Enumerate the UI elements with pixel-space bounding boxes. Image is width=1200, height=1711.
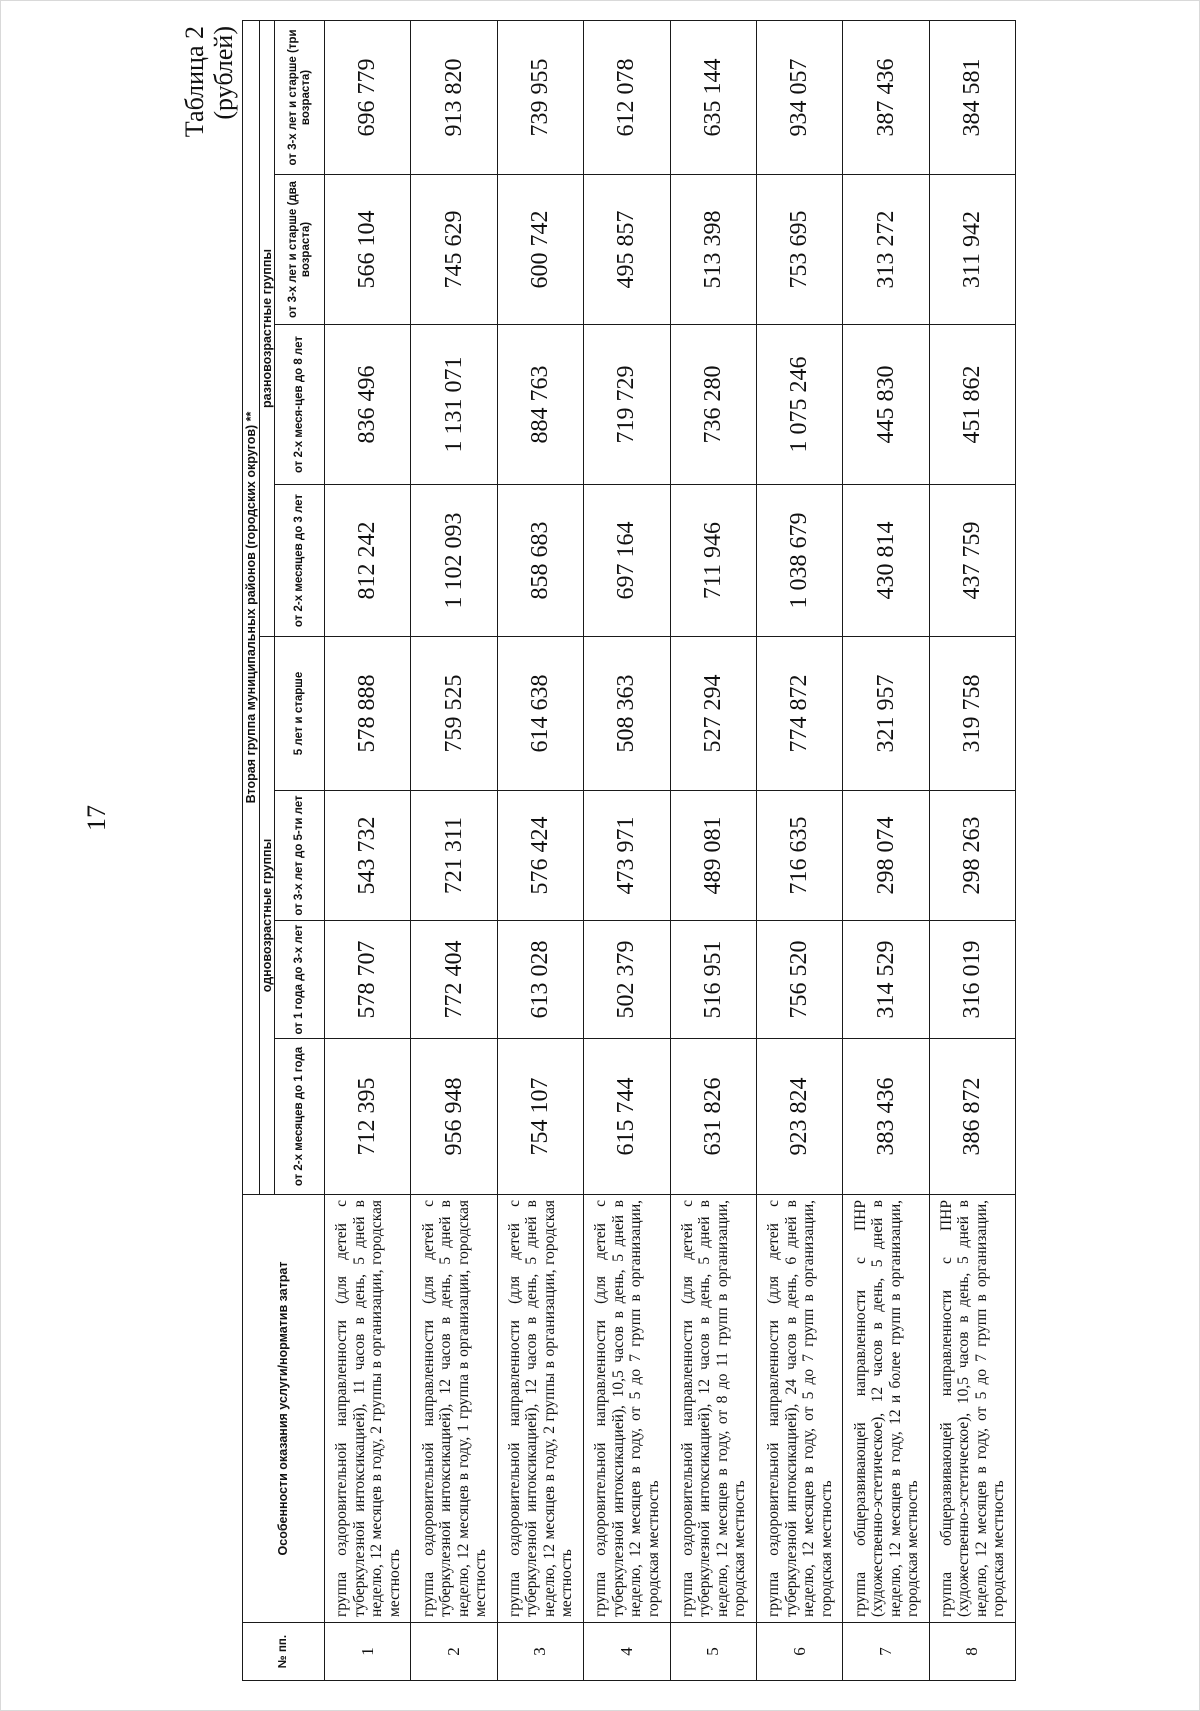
table-row bbox=[670, 20, 756, 1680]
cost-value-cell: 716 635 bbox=[756, 791, 842, 921]
cost-value-cell: 566 104 bbox=[325, 175, 411, 325]
row-number: 3 bbox=[497, 1623, 583, 1681]
cost-value-cell: 445 830 bbox=[843, 325, 929, 485]
cost-value-cell: 298 263 bbox=[929, 791, 1015, 921]
row-description: группа общеразвивающей направленности с ПНР (художественно-эстетическое), 10,5 часов в день, 5 дней в неделю, 12 месяцев в году, от 5 до 7 групп в организации, городская местность bbox=[929, 1195, 1015, 1623]
row-description: группа оздоровительной направленности (для детей с туберкулезной интоксикацией), 12 часов в день, 5 дней в неделю, 12 месяцев в году, от 8 до 11 групп в организации, городская местность bbox=[670, 1195, 756, 1623]
page-number: 17 bbox=[82, 805, 111, 831]
cost-value-cell: 1 075 246 bbox=[756, 325, 842, 485]
table-row bbox=[929, 20, 1015, 1680]
cost-value-cell: 387 436 bbox=[843, 20, 929, 174]
row-description: группа оздоровительной направленности (для детей с туберкулезной интоксикацией), 12 часов в день, 5 дней в неделю, 12 месяцев в году, 1 группа в организации, городская местность bbox=[411, 1195, 497, 1623]
header-col-1: от 2-х месяцев до 1 года bbox=[275, 1039, 325, 1195]
cost-value-cell: 923 824 bbox=[756, 1039, 842, 1195]
table-title-units: (рублей) bbox=[209, 26, 238, 120]
cost-value-cell: 884 763 bbox=[497, 325, 583, 485]
table-row bbox=[497, 20, 583, 1680]
row-description: группа оздоровительной направленности (для детей с туберкулезной интоксикацией), 24 часов в день, 6 дней в неделю, 12 месяцев в году, от 5 до 7 групп в организации, городская местность bbox=[756, 1195, 842, 1623]
cost-value-cell: 502 379 bbox=[584, 921, 670, 1039]
row-description: группа оздоровительной направленности (для детей с туберкулезной интоксикацией), 11 часов в день, 5 дней в неделю, 12 месяцев в году, 2 группы в организации, городская местность bbox=[325, 1195, 411, 1623]
cost-value-cell: 613 028 bbox=[497, 921, 583, 1039]
header-same-age-groups: одновозрастные группы bbox=[260, 637, 275, 1195]
cost-value-cell: 614 638 bbox=[497, 637, 583, 791]
cost-value-cell: 383 436 bbox=[843, 1039, 929, 1195]
cost-value-cell: 759 525 bbox=[411, 637, 497, 791]
row-description: группа оздоровительной направленности (для детей с туберкулезной интоксикацией), 12 часов в день, 5 дней в неделю, 12 месяцев в году, 2 группы в организации, городская местность bbox=[497, 1195, 583, 1623]
cost-value-cell: 631 826 bbox=[670, 1039, 756, 1195]
cost-value-cell: 739 955 bbox=[497, 20, 583, 174]
header-col-6: от 2-х меся-цев до 8 лет bbox=[275, 325, 325, 485]
cost-value-cell: 772 404 bbox=[411, 921, 497, 1039]
cost-value-cell: 719 729 bbox=[584, 325, 670, 485]
cost-value-cell: 543 732 bbox=[325, 791, 411, 921]
cost-value-cell: 635 144 bbox=[670, 20, 756, 174]
table-body bbox=[325, 20, 1016, 1680]
cost-value-cell: 858 683 bbox=[497, 485, 583, 637]
table-row bbox=[756, 20, 842, 1680]
table-row bbox=[325, 20, 411, 1680]
cost-value-cell: 527 294 bbox=[670, 637, 756, 791]
cost-value-cell: 489 081 bbox=[670, 791, 756, 921]
cost-value-cell: 754 107 bbox=[497, 1039, 583, 1195]
table-title bbox=[180, 26, 238, 186]
table-title-name: Таблица 2 bbox=[180, 26, 209, 138]
cost-value-cell: 386 872 bbox=[929, 1039, 1015, 1195]
cost-value-cell: 756 520 bbox=[756, 921, 842, 1039]
cost-value-cell: 430 814 bbox=[843, 485, 929, 637]
cost-value-cell: 513 398 bbox=[670, 175, 756, 325]
cost-value-cell: 1 038 679 bbox=[756, 485, 842, 637]
cost-value-cell: 736 280 bbox=[670, 325, 756, 485]
header-col-8: от 3-х лет и старше (три возраста) bbox=[275, 20, 325, 174]
cost-value-cell: 495 857 bbox=[584, 175, 670, 325]
cost-value-cell: 612 078 bbox=[584, 20, 670, 174]
cost-value-cell: 697 164 bbox=[584, 485, 670, 637]
header-col-4: 5 лет и старше bbox=[275, 637, 325, 791]
row-number: 1 bbox=[325, 1623, 411, 1681]
cost-value-cell: 516 951 bbox=[670, 921, 756, 1039]
header-col-7: от 3-х лет и старше (два возраста) bbox=[275, 175, 325, 325]
row-description: группа общеразвивающей направленности с ПНР (художественно-эстетическое), 12 часов в день, 5 дней в неделю, 12 месяцев в году, 12 и более групп в организации, городская местность bbox=[843, 1195, 929, 1623]
cost-value-cell: 578 888 bbox=[325, 637, 411, 791]
row-description: группа оздоровительной направленности (для детей с туберкулезной интоксикацией), 10,5 часов в день, 5 дней в неделю, 12 месяцев в году, от 5 до 7 групп в организации, городская местность bbox=[584, 1195, 670, 1623]
cost-value-cell: 836 496 bbox=[325, 325, 411, 485]
header-second-group: Вторая группа муниципальных районов (городских округов) ** bbox=[243, 20, 260, 1194]
cost-value-cell: 319 758 bbox=[929, 637, 1015, 791]
cost-value-cell: 812 242 bbox=[325, 485, 411, 637]
cost-value-cell: 576 424 bbox=[497, 791, 583, 921]
cost-value-cell: 721 311 bbox=[411, 791, 497, 921]
cost-value-cell: 384 581 bbox=[929, 20, 1015, 174]
header-col-5: от 2-х месяцев до 3 лет bbox=[275, 485, 325, 637]
cost-standards-table bbox=[242, 20, 1016, 1681]
cost-value-cell: 934 057 bbox=[756, 20, 842, 174]
cost-value-cell: 578 707 bbox=[325, 921, 411, 1039]
cost-value-cell: 313 272 bbox=[843, 175, 929, 325]
cost-value-cell: 311 942 bbox=[929, 175, 1015, 325]
header-no: № пп. bbox=[243, 1623, 325, 1681]
cost-value-cell: 508 363 bbox=[584, 637, 670, 791]
table-row bbox=[843, 20, 929, 1680]
row-number: 8 bbox=[929, 1623, 1015, 1681]
cost-value-cell: 298 074 bbox=[843, 791, 929, 921]
table-row bbox=[584, 20, 670, 1680]
cost-value-cell: 437 759 bbox=[929, 485, 1015, 637]
cost-value-cell: 956 948 bbox=[411, 1039, 497, 1195]
cost-value-cell: 451 862 bbox=[929, 325, 1015, 485]
row-number: 6 bbox=[756, 1623, 842, 1681]
row-number: 4 bbox=[584, 1623, 670, 1681]
row-number: 7 bbox=[843, 1623, 929, 1681]
cost-value-cell: 745 629 bbox=[411, 175, 497, 325]
header-col-2: от 1 года до 3-х лет bbox=[275, 921, 325, 1039]
header-features: Особенности оказания услуги/норматив затрат bbox=[243, 1195, 325, 1623]
cost-value-cell: 473 971 bbox=[584, 791, 670, 921]
table-row bbox=[411, 20, 497, 1680]
cost-value-cell: 321 957 bbox=[843, 637, 929, 791]
cost-value-cell: 1 102 093 bbox=[411, 485, 497, 637]
cost-value-cell: 913 820 bbox=[411, 20, 497, 174]
cost-value-cell: 316 019 bbox=[929, 921, 1015, 1039]
row-number: 2 bbox=[411, 1623, 497, 1681]
cost-value-cell: 696 779 bbox=[325, 20, 411, 174]
cost-value-cell: 600 742 bbox=[497, 175, 583, 325]
header-mixed-age-groups: разновозрастные группы bbox=[260, 20, 275, 636]
header-col-3: от 3-х лет до 5-ти лет bbox=[275, 791, 325, 921]
cost-value-cell: 314 529 bbox=[843, 921, 929, 1039]
cost-value-cell: 711 946 bbox=[670, 485, 756, 637]
cost-value-cell: 1 131 071 bbox=[411, 325, 497, 485]
cost-value-cell: 712 395 bbox=[325, 1039, 411, 1195]
cost-value-cell: 615 744 bbox=[584, 1039, 670, 1195]
table-header bbox=[243, 20, 325, 1680]
cost-value-cell: 753 695 bbox=[756, 175, 842, 325]
cost-value-cell: 774 872 bbox=[756, 637, 842, 791]
row-number: 5 bbox=[670, 1623, 756, 1681]
